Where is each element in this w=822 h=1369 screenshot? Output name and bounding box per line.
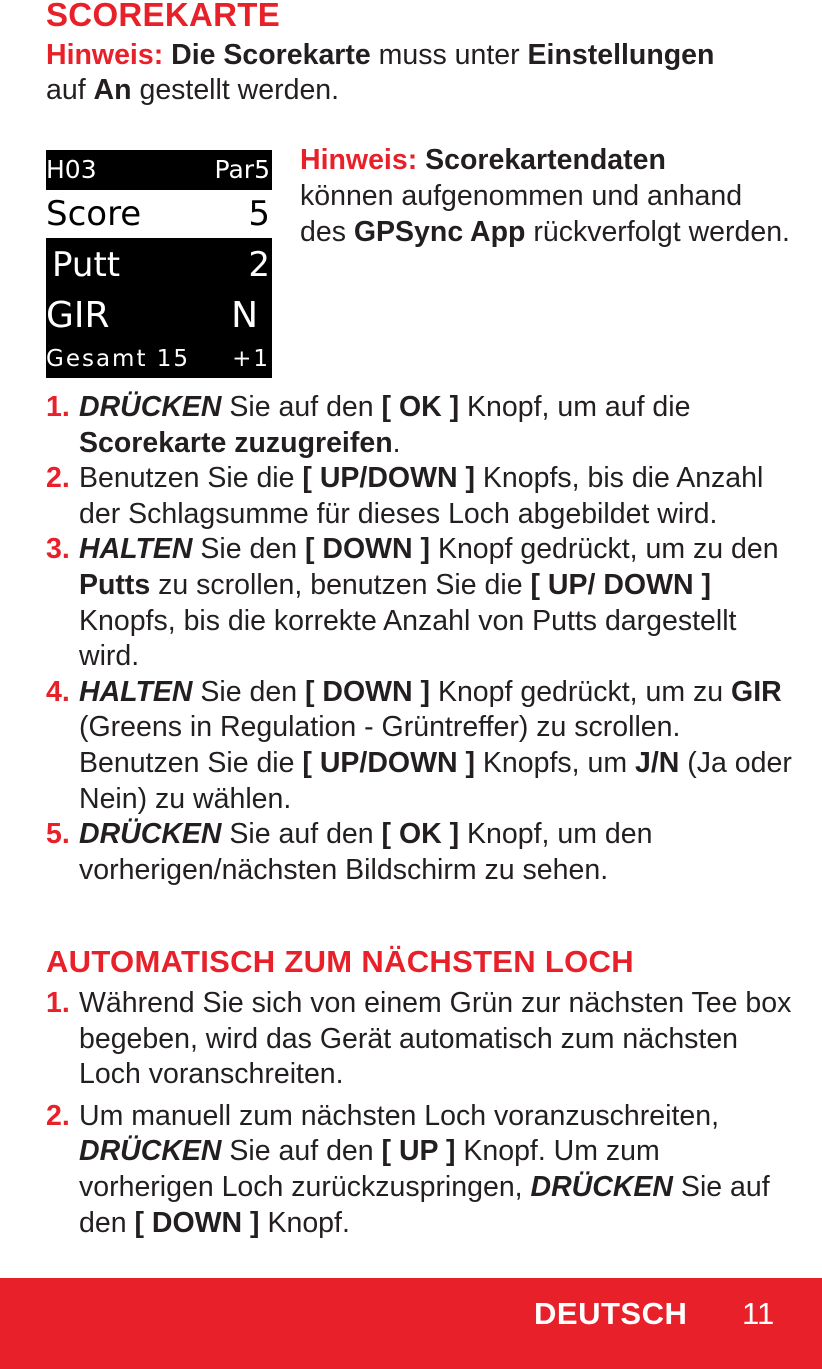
button-reference: [ UP/DOWN ] [302, 462, 475, 495]
note-bold-text: GPSync App [353, 216, 526, 248]
footer-bar [0, 1278, 822, 1369]
step-text: Knopf, um auf die [459, 391, 691, 423]
auto-advance-title: AUTOMATISCH ZUM NÄCHSTEN LOCH [46, 944, 634, 979]
step-text: (Ja oder Nein) zu wählen. [79, 746, 792, 815]
step-text: (Greens in Regulation - Grüntreffer) zu scrollen. Benutzen Sie die [79, 711, 681, 779]
step-bold-text: GIR [731, 675, 782, 708]
step-text: Sie den [192, 533, 305, 566]
step-number: 4. [46, 675, 70, 708]
note-text: muss unter [370, 39, 528, 71]
hole-number: H03 [46, 154, 97, 184]
step-item [0, 817, 800, 888]
step-text: Während Sie sich von einem Grün zur nächsten Tee box begeben, wird das Gerät automatisch zum nächsten Loch voranschreiten. [79, 987, 792, 1091]
step-number: 1. [46, 391, 70, 423]
step-text: Knopfs, bis die korrekte Anzahl von Putts dargestellt wird. [79, 604, 737, 673]
gir-value: N [231, 294, 258, 336]
note-bold-text: Einstellungen [527, 39, 715, 71]
score-label: Score [46, 194, 142, 234]
note-label: Hinweis: [300, 144, 418, 176]
step-number: 3. [46, 533, 70, 566]
note-label: Hinweis: [46, 39, 164, 71]
button-reference: [ DOWN ] [134, 1206, 260, 1239]
scorecard-steps [0, 390, 800, 888]
note-text: können aufgenommen und anhand des [300, 180, 743, 248]
button-reference: [ OK ] [381, 818, 460, 851]
step-action: DRÜCKEN [79, 391, 222, 423]
note-text: auf [46, 74, 94, 106]
step-number: 5. [46, 818, 70, 851]
step-bold-text: Putts [79, 568, 151, 601]
step-text: Knopf gedrückt, um zu den [430, 533, 779, 566]
page-number: 11 [742, 1296, 775, 1331]
button-reference: [ DOWN ] [304, 533, 431, 566]
step-text: Knopf. [259, 1206, 350, 1239]
step-item [0, 390, 800, 461]
gpsync-note [300, 142, 790, 250]
step-action: DRÜCKEN [79, 1135, 222, 1168]
gir-label: GIR [46, 294, 110, 336]
device-scorecard-screen [46, 150, 272, 378]
step-text: . [392, 426, 401, 459]
note-text: rückverfolgt werden. [525, 216, 790, 248]
hole-par: Par5 [214, 154, 270, 184]
step-text: Benutzen Sie die [79, 462, 303, 495]
note-bold-text: Scorekartendaten [425, 144, 666, 176]
total-label: Gesamt 15 [46, 346, 191, 372]
score-value: 5 [248, 194, 270, 234]
note-bold-text: An [93, 74, 132, 106]
step-action: DRÜCKEN [79, 818, 222, 851]
screen-gir-row [46, 290, 272, 340]
step-number: 1. [46, 987, 70, 1019]
step-action: HALTEN [79, 675, 193, 708]
step-text: Knopfs, bis die Anzahl der Schlagsumme für dieses Loch abgebildet wird. [79, 462, 764, 530]
step-number: 2. [46, 462, 70, 495]
total-value: +1 [232, 346, 270, 372]
settings-note [46, 38, 786, 108]
button-reference: [ OK ] [381, 391, 460, 423]
step-item [0, 1099, 800, 1241]
putt-label: Putt [52, 245, 121, 285]
screen-header [46, 150, 272, 188]
step-text: Knopf. Um zum vorherigen Loch zurückzuspringen, [79, 1135, 660, 1203]
step-text: Sie auf den [79, 1170, 770, 1239]
screen-score-row [46, 190, 272, 238]
step-number: 2. [46, 1099, 70, 1132]
step-item [0, 675, 800, 817]
footer-language: DEUTSCH [534, 1296, 688, 1331]
step-action: DRÜCKEN [530, 1170, 674, 1203]
putt-value: 2 [248, 245, 270, 285]
step-bold-text: Scorekarte zuzugreifen [79, 426, 393, 459]
step-item [0, 532, 800, 674]
step-text: Sie auf den [221, 1135, 382, 1168]
screen-total-row [46, 342, 272, 376]
step-text: Sie auf den [221, 818, 382, 851]
step-text: Sie den [192, 675, 305, 708]
step-text: Knopf gedrückt, um zu [430, 675, 732, 708]
step-item [0, 461, 800, 532]
button-reference: [ UP ] [381, 1135, 456, 1168]
step-text: Sie auf den [221, 391, 382, 423]
auto-advance-steps [0, 986, 800, 1241]
step-text: Knopf, um den vorherigen/nächsten Bildschirm zu sehen. [79, 818, 653, 886]
step-text: Um manuell zum nächsten Loch voranzuschreiten, [79, 1099, 719, 1132]
step-item [0, 986, 800, 1093]
note-text: gestellt werden. [131, 74, 340, 106]
button-reference: [ DOWN ] [304, 675, 431, 708]
step-action: HALTEN [79, 533, 193, 566]
step-text: zu scrollen, benutzen Sie die [150, 568, 531, 601]
section-title: SCOREKARTE [46, 0, 281, 33]
step-bold-text: J/N [634, 746, 680, 779]
step-text: Knopfs, um [474, 746, 635, 779]
note-bold-text: Die Scorekarte [171, 39, 371, 71]
screen-putt-row [46, 240, 272, 290]
button-reference: [ UP/ DOWN ] [530, 568, 711, 601]
button-reference: [ UP/DOWN ] [302, 746, 475, 779]
